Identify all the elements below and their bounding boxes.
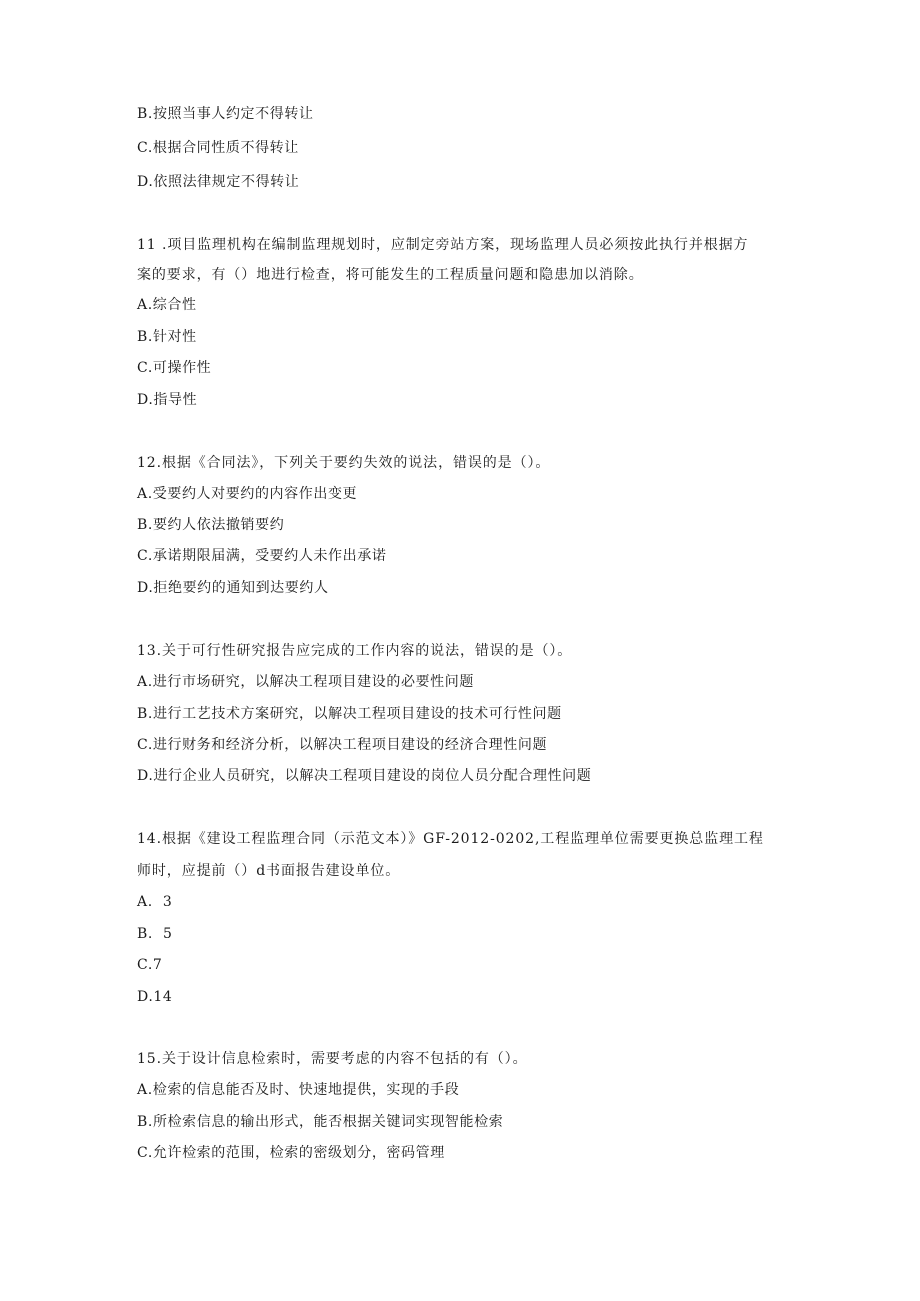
q13-option-b: B.进行工艺技术方案研究，以解决工程项目建设的技术可行性问题 <box>137 706 562 722</box>
q15-option-a: A.检索的信息能否及时、快速地提供，实现的手段 <box>137 1082 460 1098</box>
q12-option-b: B.要约人依法撤销要约 <box>137 517 285 533</box>
q12-option-a: A.受要约人对要约的内容作出变更 <box>137 486 358 502</box>
q11-stem-line2: 案的要求，有（）地进行检查，将可能发生的工程质量问题和隐患加以消除。 <box>137 267 644 283</box>
q11-option-d: D.指导性 <box>137 392 198 408</box>
q14-option-b: B. 5 <box>137 926 173 942</box>
q14-option-d: D.14 <box>137 989 173 1005</box>
q12-option-d: D.拒绝要约的通知到达要约人 <box>137 580 329 596</box>
q13-stem: 13.关于可行性研究报告应完成的工作内容的说法，错误的是（）。 <box>137 643 573 659</box>
q14-option-c: C.7 <box>137 957 163 973</box>
q11-option-a: A.综合性 <box>137 297 197 313</box>
q14-stem-line2: 师时，应提前（）d书面报告建设单位。 <box>137 863 401 879</box>
q10-option-c: C.根据合同性质不得转让 <box>137 140 299 156</box>
q15-option-b: B.所检索信息的输出形式，能否根据关键词实现智能检索 <box>137 1114 504 1130</box>
q15-option-c: C.允许检索的范围，检索的密级划分，密码管理 <box>137 1145 445 1161</box>
q12-stem: 12.根据《合同法》，下列关于要约失效的说法，错误的是（）。 <box>137 455 551 471</box>
q11-stem-line1: 11 .项目监理机构在编制监理规划时，应制定旁站方案，现场监理人员必须按此执行并根据方 <box>137 237 749 253</box>
q15-stem: 15.关于设计信息检索时，需要考虑的内容不包括的有（）。 <box>137 1051 528 1067</box>
q11-option-b: B.针对性 <box>137 329 197 345</box>
q10-option-d: D.依照法律规定不得转让 <box>137 174 300 190</box>
q14-stem-line1: 14.根据《建设工程监理合同（示范文本）》GF-2012-0202,工程监理单位需要更换总监理工程 <box>137 831 764 847</box>
q13-option-a: A.进行市场研究，以解决工程项目建设的必要性问题 <box>137 674 474 690</box>
q14-option-a: A. 3 <box>137 894 173 910</box>
q13-option-d: D.进行企业人员研究，以解决工程项目建设的岗位人员分配合理性问题 <box>137 768 592 784</box>
q10-option-b: B.按照当事人约定不得转让 <box>137 106 314 122</box>
q13-option-c: C.进行财务和经济分析，以解决工程项目建设的经济合理性问题 <box>137 737 548 753</box>
q11-option-c: C.可操作性 <box>137 360 212 376</box>
q12-option-c: C.承诺期限届满，受要约人未作出承诺 <box>137 548 387 564</box>
